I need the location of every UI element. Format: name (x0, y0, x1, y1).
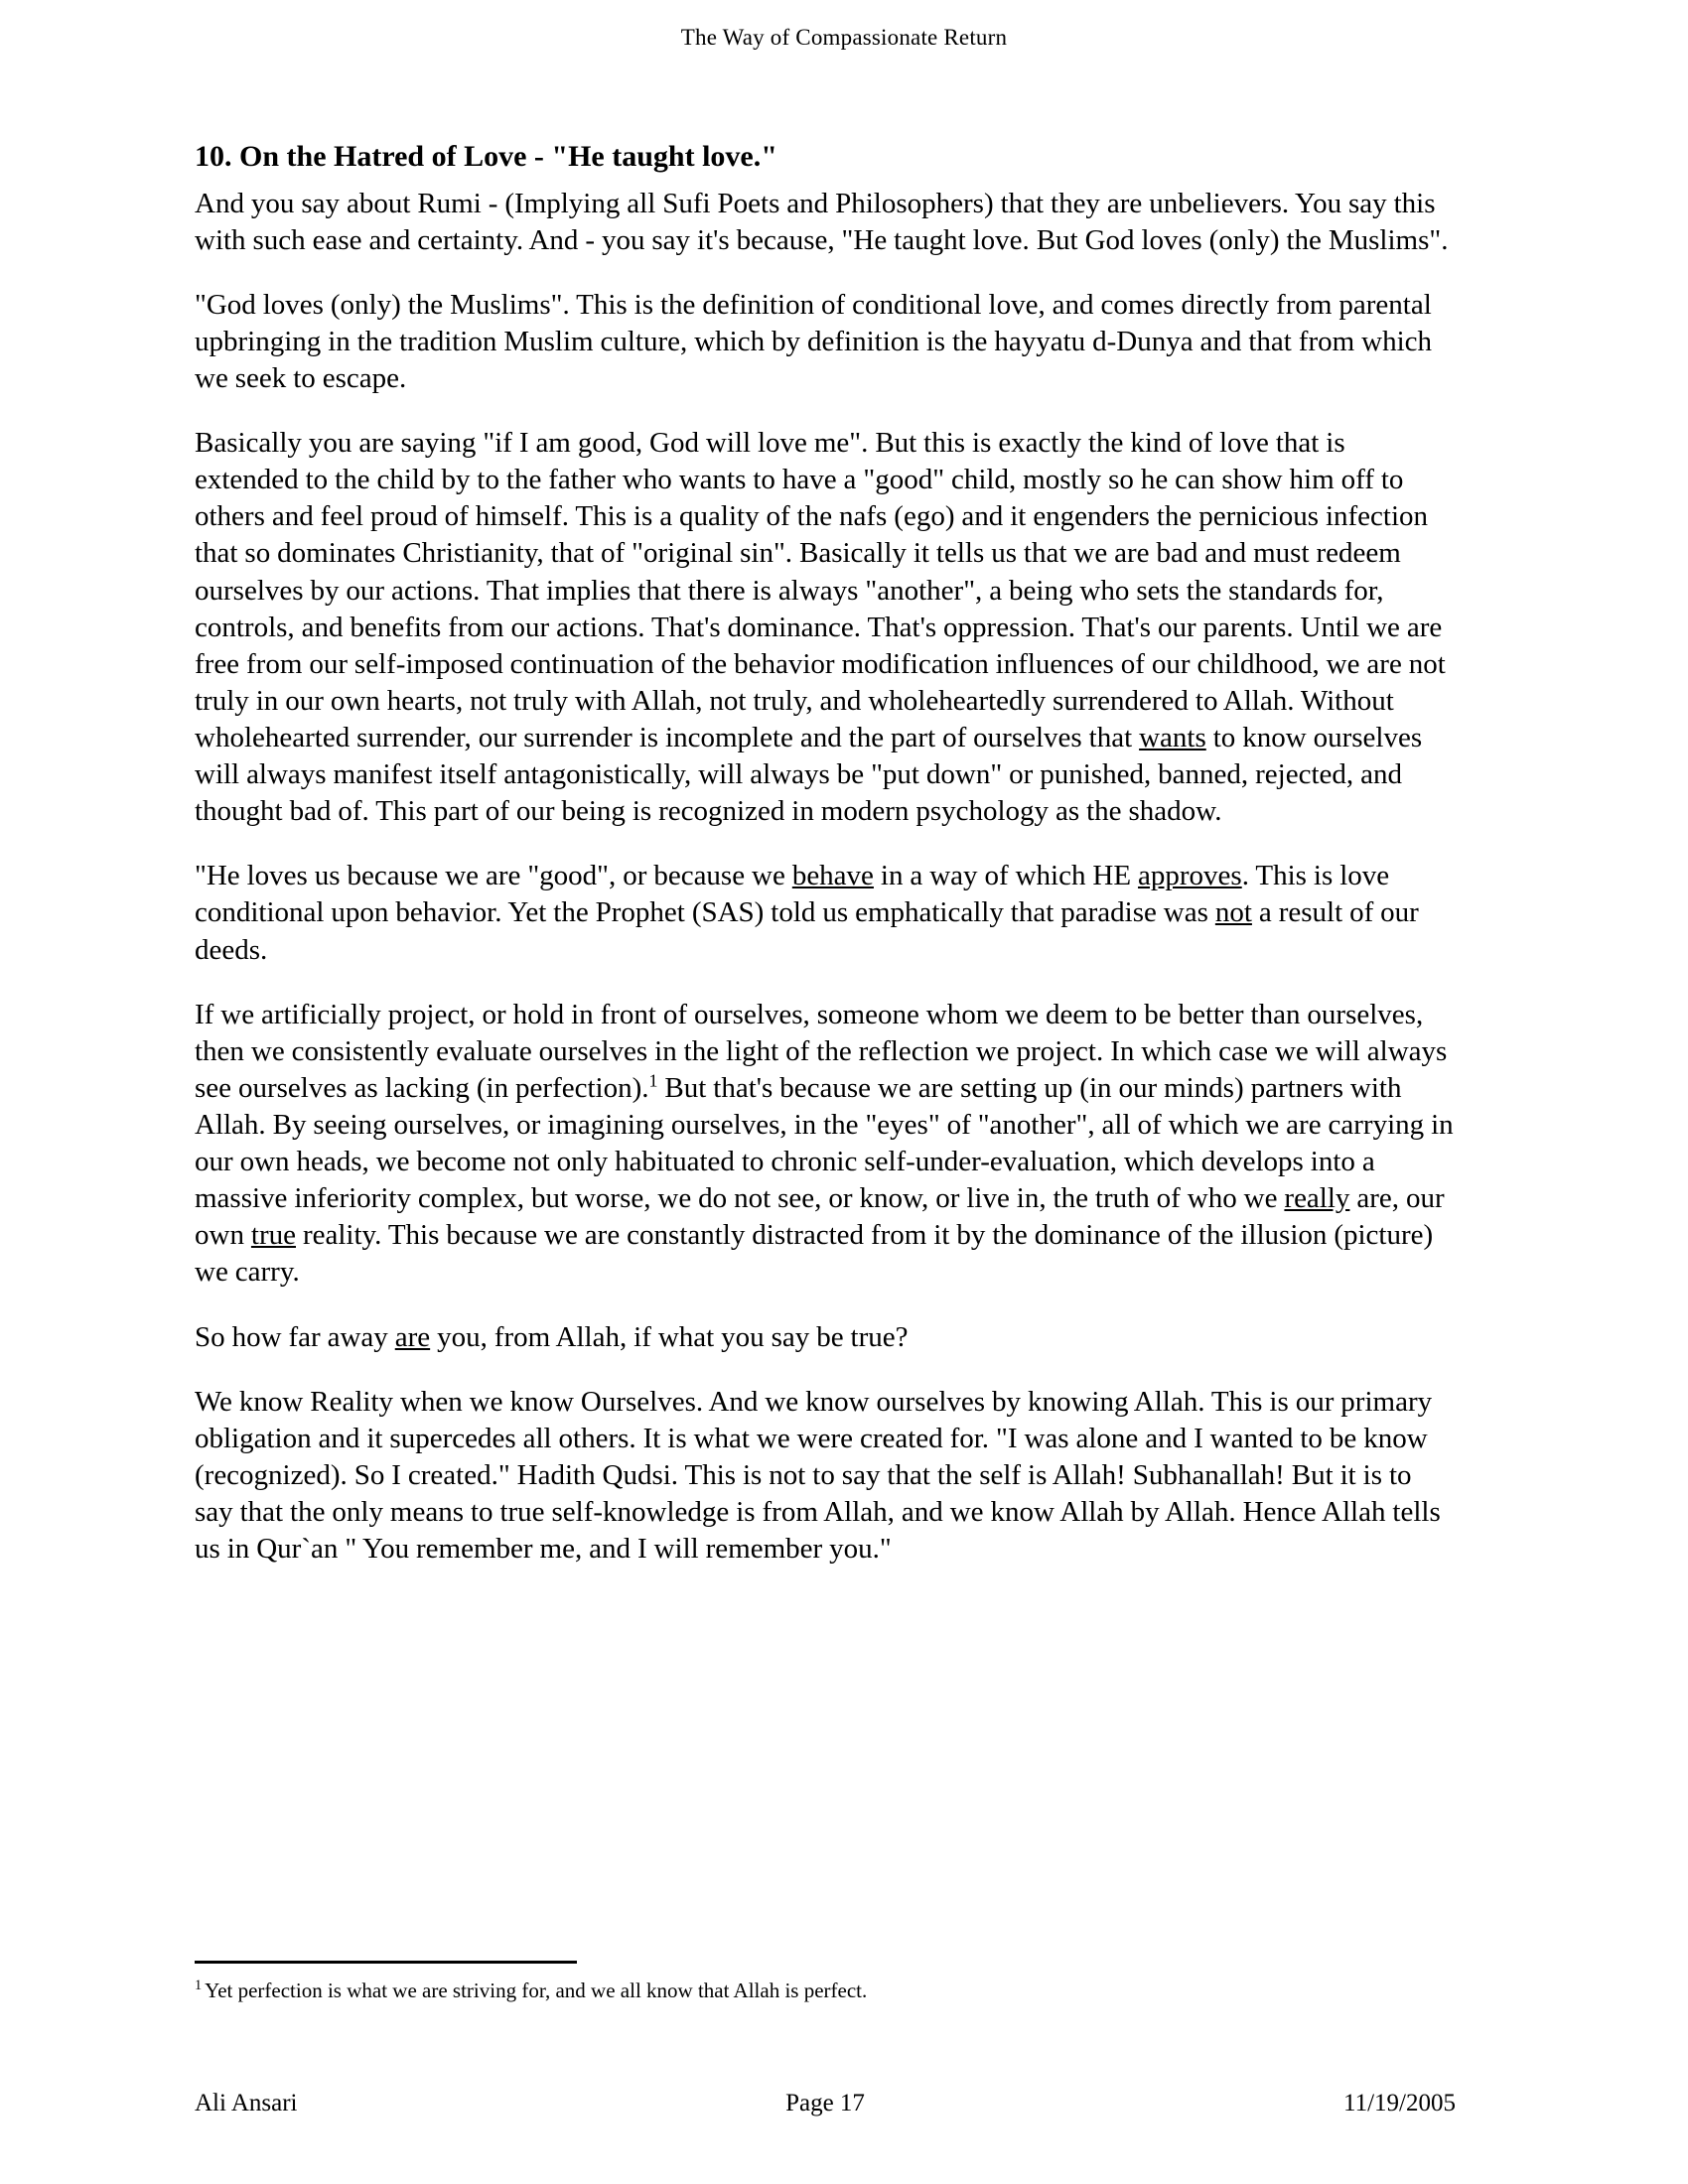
paragraph-1-text: And you say about Rumi - (Implying all Sufi Poets and Philosophers) that they are unbelievers. You say this with such ease and certainty. And - you say it's because, "He taught love. But God loves (only) the Muslims". (195, 187, 1449, 256)
paragraph-3 (195, 425, 1456, 830)
paragraph-4-underline-behave: behave (791, 860, 874, 892)
paragraph-1 (195, 186, 1456, 259)
footer-page-number: Page 17 (785, 2090, 865, 2116)
paragraph-5-part-b: But that's because we are setting up (in our minds) partners with Allah. By seeing ourselves, or imagining ourselves, in the "eyes" of "another", all of which we are carrying in our own heads, we become not only habituated to chronic self-under-evaluation, which develops into a massive inferiority complex, but worse, we do not see, or know, or live in, the truth of who we (195, 1071, 1454, 1215)
footnote-reference-marker[interactable]: 1 (648, 1070, 658, 1091)
paragraph-5-part-c: are, our own (195, 1182, 1445, 1252)
paragraph-5 (195, 997, 1456, 1292)
footer-date: 11/19/2005 (1343, 2090, 1456, 2116)
page-footer (195, 2090, 1456, 2117)
paragraph-3-part-b: to know ourselves will always manifest itself antagonistically, will always be "put down" or punished, banned, rejected, and thought bad of. This part of our being is recognized in modern psychology as the shadow. (195, 722, 1423, 828)
paragraph-5-underline-really: really (1284, 1182, 1350, 1215)
footnote-1 (195, 1978, 1456, 2004)
footnote-number: 1 (195, 1978, 203, 1993)
paragraph-2 (195, 287, 1456, 397)
footnote-body-text: Yet perfection is what we are striving for, and we all know that Allah is perfect. (205, 1979, 868, 2002)
paragraph-7-text: We know Reality when we know Ourselves. And we know ourselves by knowing Allah. This is our primary obligation and it supercedes all others. It is what we were created for. "I was alone and I wanted to be know (recognized). So I created." Hadith Qudsi. This is not to say that the self is Allah! Subhanallah! But it is to say that the only means to true self-knowledge is from Allah, and we know Allah by Allah. Hence Allah tells us in Qur`an " You remember me, and I will remember you." (195, 1385, 1441, 1566)
footer-author: Ali Ansari (195, 2090, 298, 2116)
paragraph-4-part-c: . This is love conditional upon behavior. Yet the Prophet (SAS) told us emphatically that paradise was (195, 860, 1390, 929)
paragraph-5-part-a: If we artificially project, or hold in front of ourselves, someone whom we deem to be better than ourselves, then we consistently evaluate ourselves in the light of the reflection we project. In which case we will always see ourselves as lacking (in perfection). (195, 998, 1448, 1104)
footnote-separator-rule (195, 1961, 577, 1964)
paragraph-7 (195, 1384, 1456, 1569)
paragraph-6 (195, 1319, 1456, 1356)
paragraph-6-part-b: you, from Allah, if what you say be true? (430, 1320, 909, 1353)
page-content (195, 139, 1456, 1595)
paragraph-5-underline-true: true (250, 1219, 296, 1252)
paragraph-4-underline-not: not (1214, 896, 1252, 929)
paragraph-4-underline-approves: approves (1138, 860, 1242, 892)
paragraph-5-part-d: reality. This because we are constantly distracted from it by the dominance of the illusion (picture) we carry. (195, 1219, 1434, 1289)
paragraph-4-part-a: "He loves us because we are "good", or because we (195, 860, 792, 892)
paragraph-4-part-d: a result of our deeds. (195, 896, 1419, 966)
paragraph-2-text: "God loves (only) the Muslims". This is the definition of conditional love, and comes directly from parental upbringing in the tradition Muslim culture, which by definition is the hayyatu d-Dunya and that from which we seek to escape. (195, 288, 1432, 395)
paragraph-3-part-a: Basically you are saying "if I am good, God will love me". But this is exactly the kind of love that is extended to the child by to the father who wants to have a "good" child, mostly so he can show him off to others and feel proud of himself. This is a quality of the nafs (ego) and it engenders the pernicious infection that so dominates Christianity, that of "original sin". Basically it tells us that we are bad and must redeem ourselves by our actions. That implies that there is always "another", a being who sets the standards for, controls, and benefits from our actions. That's dominance. That's oppression. That's our parents. Until we are free from our self-imposed continuation of the behavior modification influences of our childhood, we are not truly in our own hearts, not truly with Allah, not truly, and wholeheartedly surrendered to Allah. Without wholehearted surrender, our surrender is incomplete and the part of ourselves that (195, 427, 1446, 754)
paragraph-3-underline-wants: wants (1139, 722, 1206, 754)
section-heading: 10. On the Hatred of Love - "He taught love." (195, 140, 777, 173)
running-header: The Way of Compassionate Return (680, 25, 1008, 50)
footnote-area (195, 1961, 1456, 2004)
paragraph-4 (195, 858, 1456, 968)
paragraph-6-underline-are: are (394, 1320, 431, 1353)
paragraph-6-part-a: So how far away (195, 1320, 395, 1353)
paragraph-4-part-b: in a way of which HE (873, 860, 1139, 892)
